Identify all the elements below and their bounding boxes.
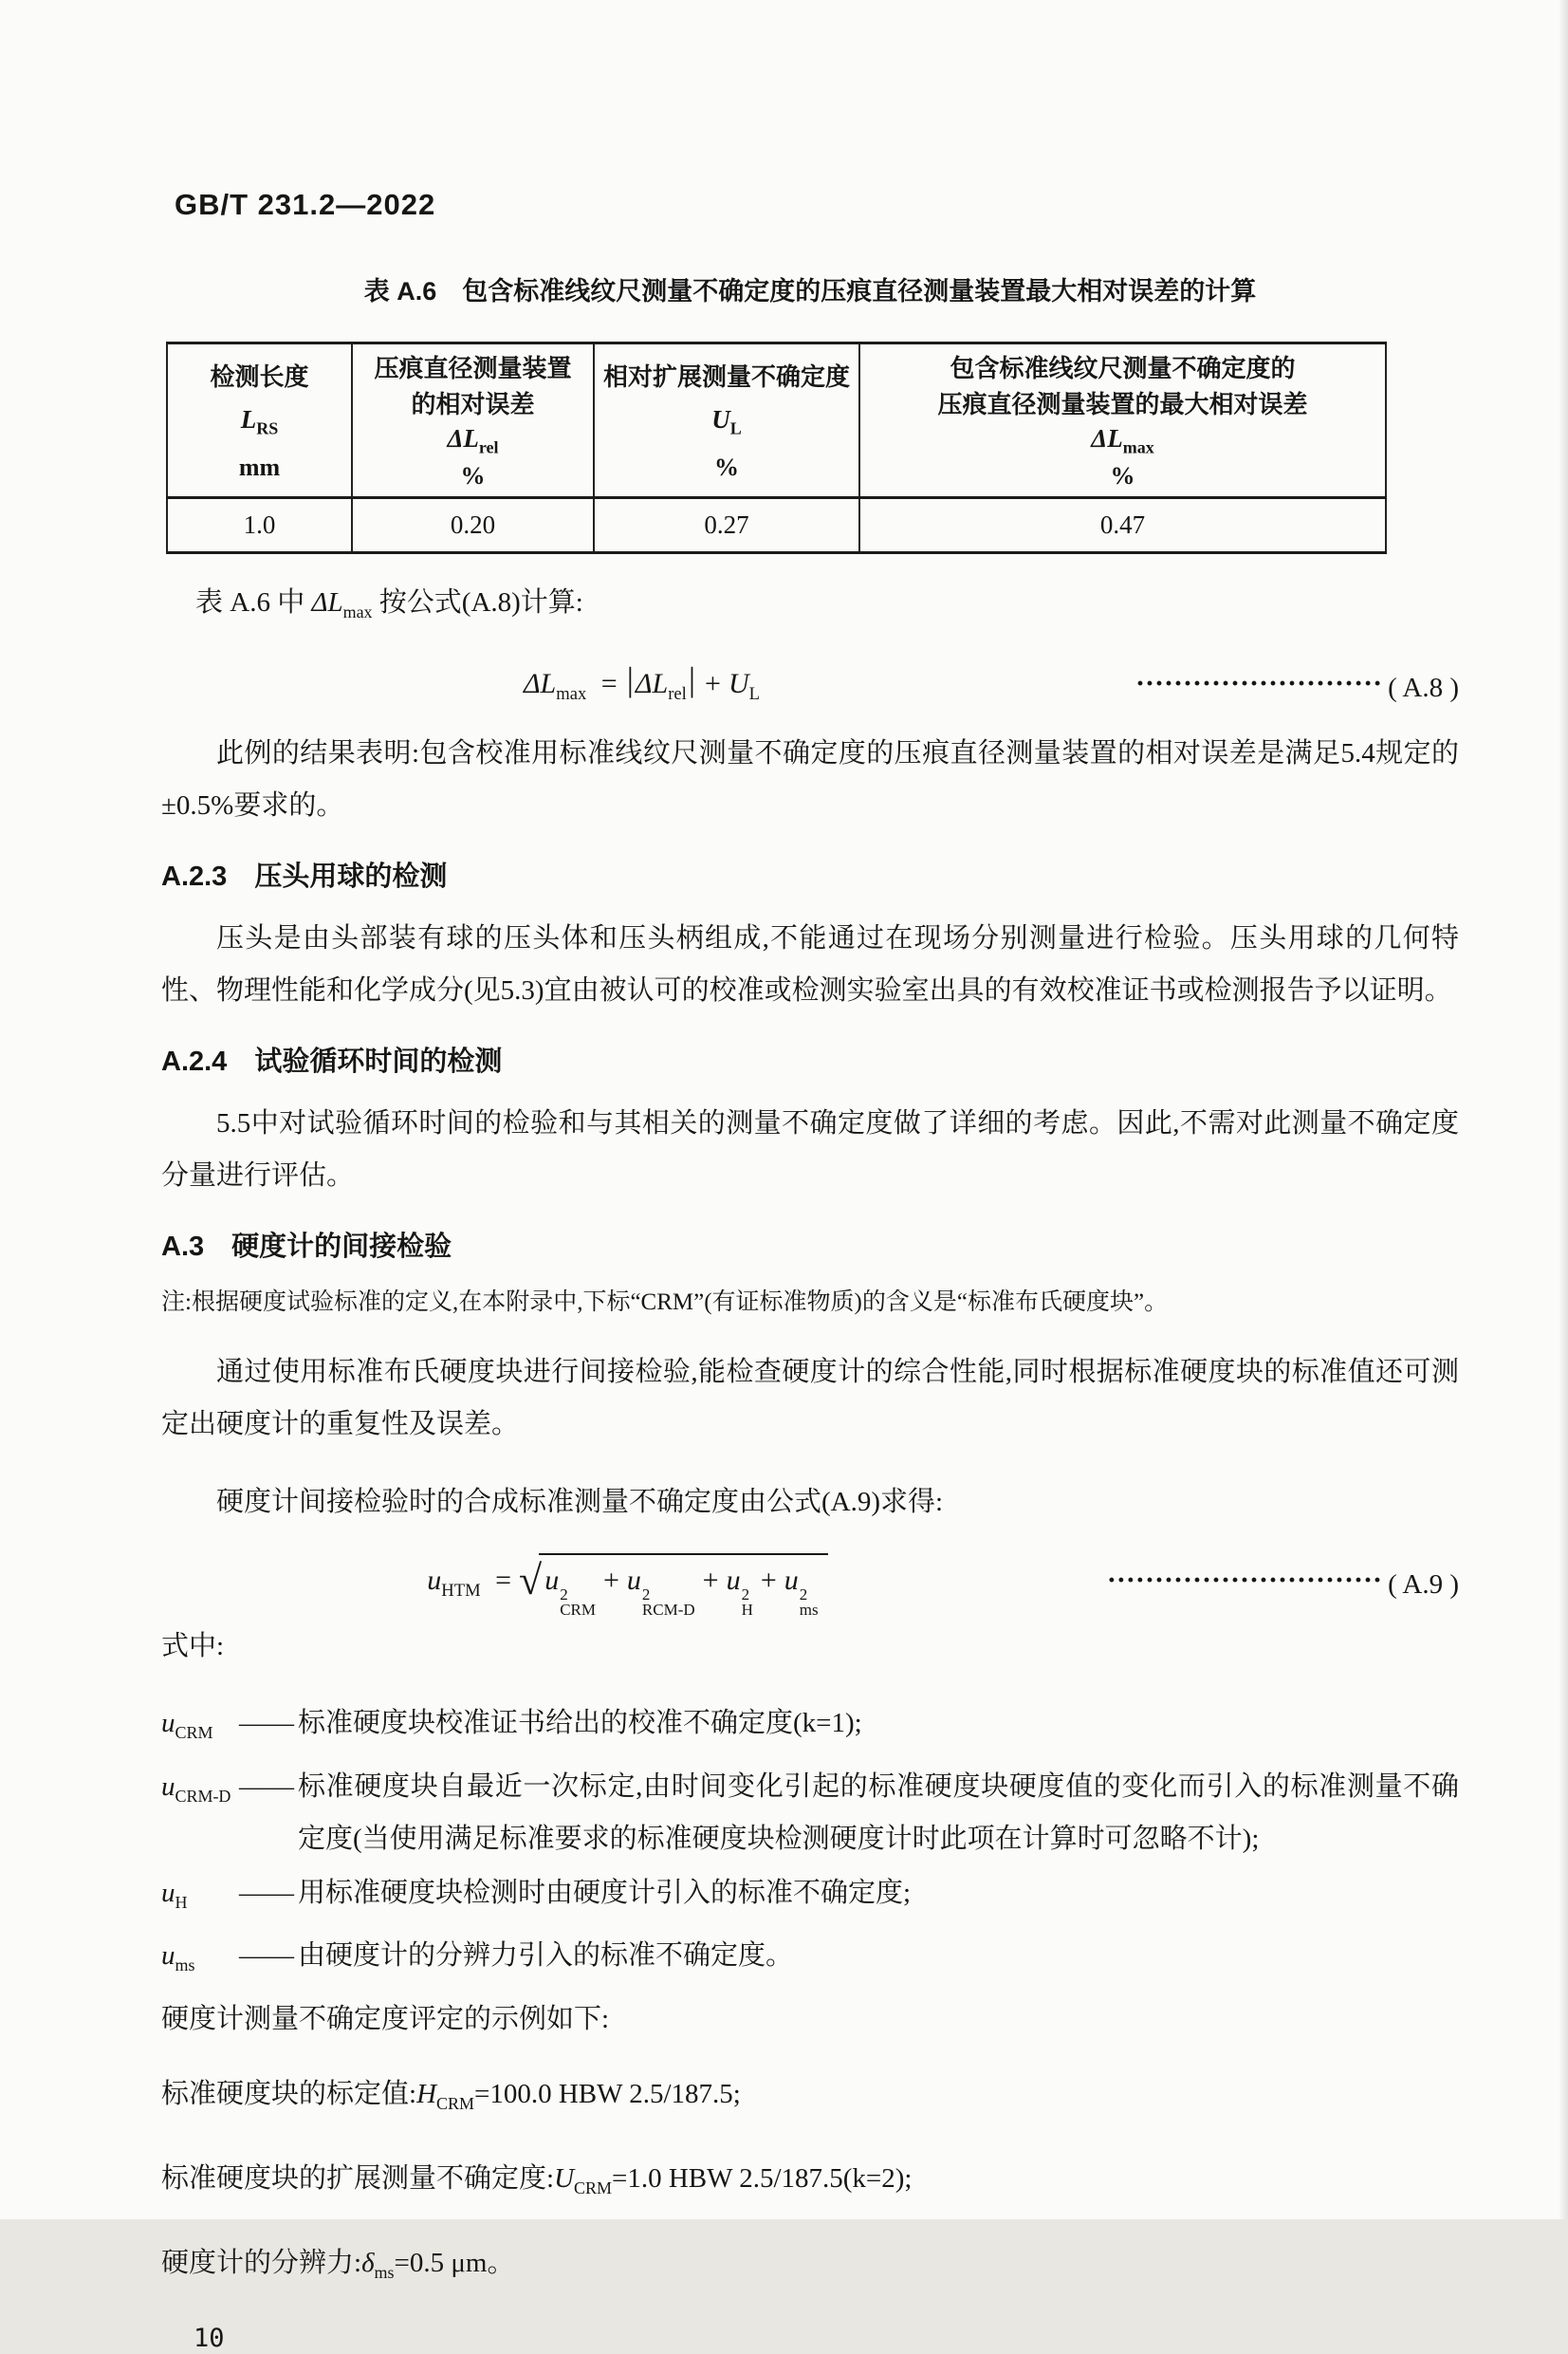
column-header-inner: [860, 344, 1385, 496]
example-line-resolution: [161, 2239, 1459, 2296]
paragraph-a24: 5.5中对试验循环时间的检验和与其相关的测量不确定度做了详细的考虑。因此,不需对此测量不确定度分量进行评估。: [161, 1107, 1459, 1191]
column-header-text: 相对扩展测量不确定度: [602, 362, 850, 392]
definition-dash: ——: [239, 1770, 294, 1802]
heading-a3: A.3 硬度计的间接检验: [161, 1231, 452, 1262]
dot-leader: ··························: [1134, 667, 1383, 699]
column-symbol: [447, 424, 498, 461]
term-sub: CRM: [560, 1600, 596, 1619]
example-line-expanded-uncertainty: [161, 2155, 1459, 2212]
formula-a8: [524, 659, 760, 716]
column-header-text: 检测长度: [210, 362, 309, 392]
example-variable-sub: CRM: [574, 2178, 612, 2197]
symbol-sub: rel: [478, 436, 499, 456]
paragraph-a3: 通过使用标准布氏硬度块进行间接检验,能检查硬度计的综合性能,同时根据标准硬度块的标准值还可测定出硬度计的重复性及误差。: [161, 1356, 1459, 1439]
cell-max-relative-error: 0.47: [859, 498, 1386, 553]
term-supsub: [800, 1587, 819, 1617]
definition-symbol: [161, 1930, 239, 1992]
definition-text: 用标准硬度块检测时由硬度计引入的标准不确定度;: [298, 1877, 912, 1908]
symbol-base: ΔL: [447, 423, 479, 453]
symbol-sub: ms: [175, 1955, 195, 1975]
lead-text: 按公式(A.8)计算:: [372, 587, 583, 618]
formula-lhs: u: [427, 1564, 442, 1596]
paragraph-a8-result: 此例的结果表明:包含校准用标准线纹尺测量不确定度的压痕直径测量装置的相对误差是满足5.4规定的±0.5%要求的。: [161, 737, 1459, 821]
column-symbol: [1091, 424, 1153, 461]
symbol-base: u: [161, 1707, 175, 1738]
definition-item: [161, 1697, 1459, 1759]
example-variable: δ: [361, 2247, 375, 2278]
column-header-text: 包含标准线纹尺测量不确定度的: [950, 353, 1296, 382]
note-a3: 注:根据硬度试验标准的定义,在本附录中,下标“CRM”(有证标准物质)的含义是“标准布氏硬度块”。: [161, 1288, 1169, 1315]
heading-a24: A.2.4 试验循环时间的检测: [161, 1046, 503, 1077]
term-sub: RCM-D: [641, 1600, 695, 1619]
column-header-text: 的相对误差: [411, 390, 535, 419]
formula-a8-row: [161, 659, 1459, 716]
symbol-base: u: [161, 1940, 175, 1972]
heading-a23: A.2.3 压头用球的检测: [161, 861, 448, 892]
column-header-inner: [353, 344, 593, 496]
column-header-text: 压痕直径测量装置的最大相对误差: [937, 390, 1308, 419]
paragraph-a23: 压头是由头部装有球的压头体和压头柄组成,不能通过在现场分别测量进行检验。压头用球的几何特性、物理性能和化学成分(见5.3)宜由被认可的校准或检测实验室出具的有效校准证书或检测报告予以证明。: [161, 922, 1459, 1006]
column-unit: mm: [238, 453, 281, 481]
column-symbol: [241, 405, 279, 442]
example-line-calibrated-value: [161, 2070, 1459, 2127]
term-base: u: [626, 1564, 641, 1596]
term-supsub: [642, 1587, 695, 1617]
radical-sign: √: [519, 1556, 543, 1603]
symbol-base: ΔL: [1091, 423, 1123, 453]
formula-rhs-variable: ΔL: [635, 667, 669, 699]
example-text: 标准硬度块的标定值:: [161, 2079, 417, 2110]
definitions-intro: 式中:: [161, 1630, 225, 1661]
symbol-sub: CRM-D: [175, 1786, 231, 1806]
definition-symbol: [161, 1697, 239, 1759]
page-content: [0, 188, 1568, 2354]
column-header-test-length: [167, 343, 352, 498]
cell-expanded-uncertainty: 0.27: [594, 498, 859, 553]
term-supsub: [560, 1587, 596, 1617]
example-text: 标准硬度块的扩展测量不确定度:: [161, 2162, 555, 2194]
example-variable-sub: ms: [374, 2262, 395, 2282]
column-unit: %: [1110, 462, 1135, 491]
plus-sign: +: [705, 667, 721, 699]
definition-text: 标准硬度块校准证书给出的校准不确定度(k=1);: [298, 1707, 862, 1738]
formula-u-sub: L: [748, 683, 760, 704]
column-header-device-relative-error: [352, 343, 594, 498]
column-unit: %: [460, 462, 486, 491]
example-variable-sub: CRM: [436, 2093, 474, 2113]
page-number: 10: [194, 2323, 225, 2353]
formula-lhs-sub: max: [556, 683, 587, 704]
abs-bar: |: [626, 659, 634, 698]
symbol-sub: L: [729, 418, 742, 438]
column-unit: %: [714, 453, 739, 481]
table-row: [167, 498, 1386, 553]
formula-a9-number: ( A.9 ): [1388, 1569, 1459, 1601]
formula-a9: [427, 1553, 827, 1617]
table-a6-title: 表 A.6 包含标准线纹尺测量不确定度的压痕直径测量装置最大相对误差的计算: [363, 277, 1257, 306]
symbol-sub: CRM: [175, 1722, 213, 1742]
term-base: u: [544, 1564, 560, 1596]
formula-lhs-sub: HTM: [441, 1580, 481, 1601]
definition-item: [161, 1761, 1459, 1865]
term-sup: 2: [560, 1585, 568, 1603]
standard-number: GB/T 231.2—2022: [175, 188, 436, 221]
cell-relative-error: 0.20: [352, 498, 594, 553]
symbol-base: u: [161, 1877, 175, 1908]
definition-text: 由硬度计的分辨力引入的标准不确定度。: [298, 1940, 794, 1972]
term-sup: 2: [641, 1585, 651, 1603]
formula-rhs-sub: rel: [668, 683, 687, 704]
column-header-inner: [168, 344, 351, 496]
term-sub: ms: [799, 1600, 819, 1619]
abs-bar: |: [688, 659, 696, 698]
term-base: u: [726, 1564, 741, 1596]
example-value: =0.5 μm。: [394, 2247, 515, 2278]
symbol-base: L: [240, 405, 257, 435]
equals-sign: =: [600, 667, 618, 699]
formula-u-variable: U: [728, 667, 749, 699]
example-variable: U: [554, 2162, 575, 2194]
symbol-base: u: [161, 1770, 175, 1802]
term-sup: 2: [799, 1585, 808, 1603]
term-base: u: [784, 1564, 799, 1596]
definition-dash: ——: [239, 1940, 294, 1972]
formula-a8-number: ( A.8 ): [1388, 672, 1460, 703]
formula-a8-lead: [161, 583, 1459, 632]
radicand: [539, 1553, 827, 1617]
example-variable: H: [416, 2079, 437, 2110]
symbol-sub: RS: [256, 418, 279, 438]
formula-a9-lead: 硬度计间接检验时的合成标准测量不确定度由公式(A.9)求得:: [216, 1486, 944, 1517]
term-sup: 2: [741, 1585, 750, 1603]
lead-variable: ΔL: [311, 587, 343, 618]
definition-item: [161, 1930, 1459, 1992]
plus-sign: +: [702, 1564, 719, 1596]
scan-edge-shadow: [1559, 0, 1568, 2219]
definition-symbol: [161, 1761, 239, 1823]
example-text: 硬度计的分辨力:: [161, 2247, 362, 2278]
symbol-sub: H: [175, 1892, 188, 1912]
column-header-expanded-uncertainty: [594, 343, 859, 498]
plus-sign: +: [603, 1564, 619, 1596]
dot-leader: ·····························: [1106, 1565, 1383, 1597]
term-supsub: [742, 1587, 753, 1617]
term-sub: H: [741, 1600, 753, 1619]
definition-item: [161, 1867, 1459, 1929]
equals-sign: =: [495, 1564, 512, 1596]
formula-a9-row: [161, 1553, 1459, 1617]
definition-symbol: [161, 1867, 239, 1929]
cell-test-length: 1.0: [167, 498, 352, 553]
formula-lhs: ΔL: [523, 667, 557, 699]
lead-text: 表 A.6 中: [195, 587, 312, 618]
column-symbol: [711, 405, 742, 442]
definition-dash: ——: [239, 1877, 294, 1908]
symbol-sub: max: [1122, 436, 1154, 456]
example-value: =1.0 HBW 2.5/187.5(k=2);: [611, 2162, 913, 2194]
column-header-max-relative-error: [859, 343, 1386, 498]
table-header-row: [167, 343, 1386, 498]
table-a6: [166, 342, 1387, 554]
column-header-inner: [595, 344, 858, 496]
symbol-base: U: [711, 405, 730, 435]
definition-text: 标准硬度块自最近一次标定,由时间变化引起的标准硬度块硬度值的变化而引入的标准测量不确定度(当使用满足标准要求的标准硬度块检测硬度计时此项在计算时可忽略不计);: [298, 1770, 1459, 1854]
definition-dash: ——: [239, 1707, 294, 1738]
lead-variable-sub: max: [342, 602, 373, 621]
example-value: =100.0 HBW 2.5/187.5;: [473, 2079, 741, 2110]
example-intro: 硬度计测量不确定度评定的示例如下:: [161, 2004, 610, 2035]
plus-sign: +: [760, 1564, 777, 1596]
column-header-text: 压痕直径测量装置: [374, 353, 572, 382]
